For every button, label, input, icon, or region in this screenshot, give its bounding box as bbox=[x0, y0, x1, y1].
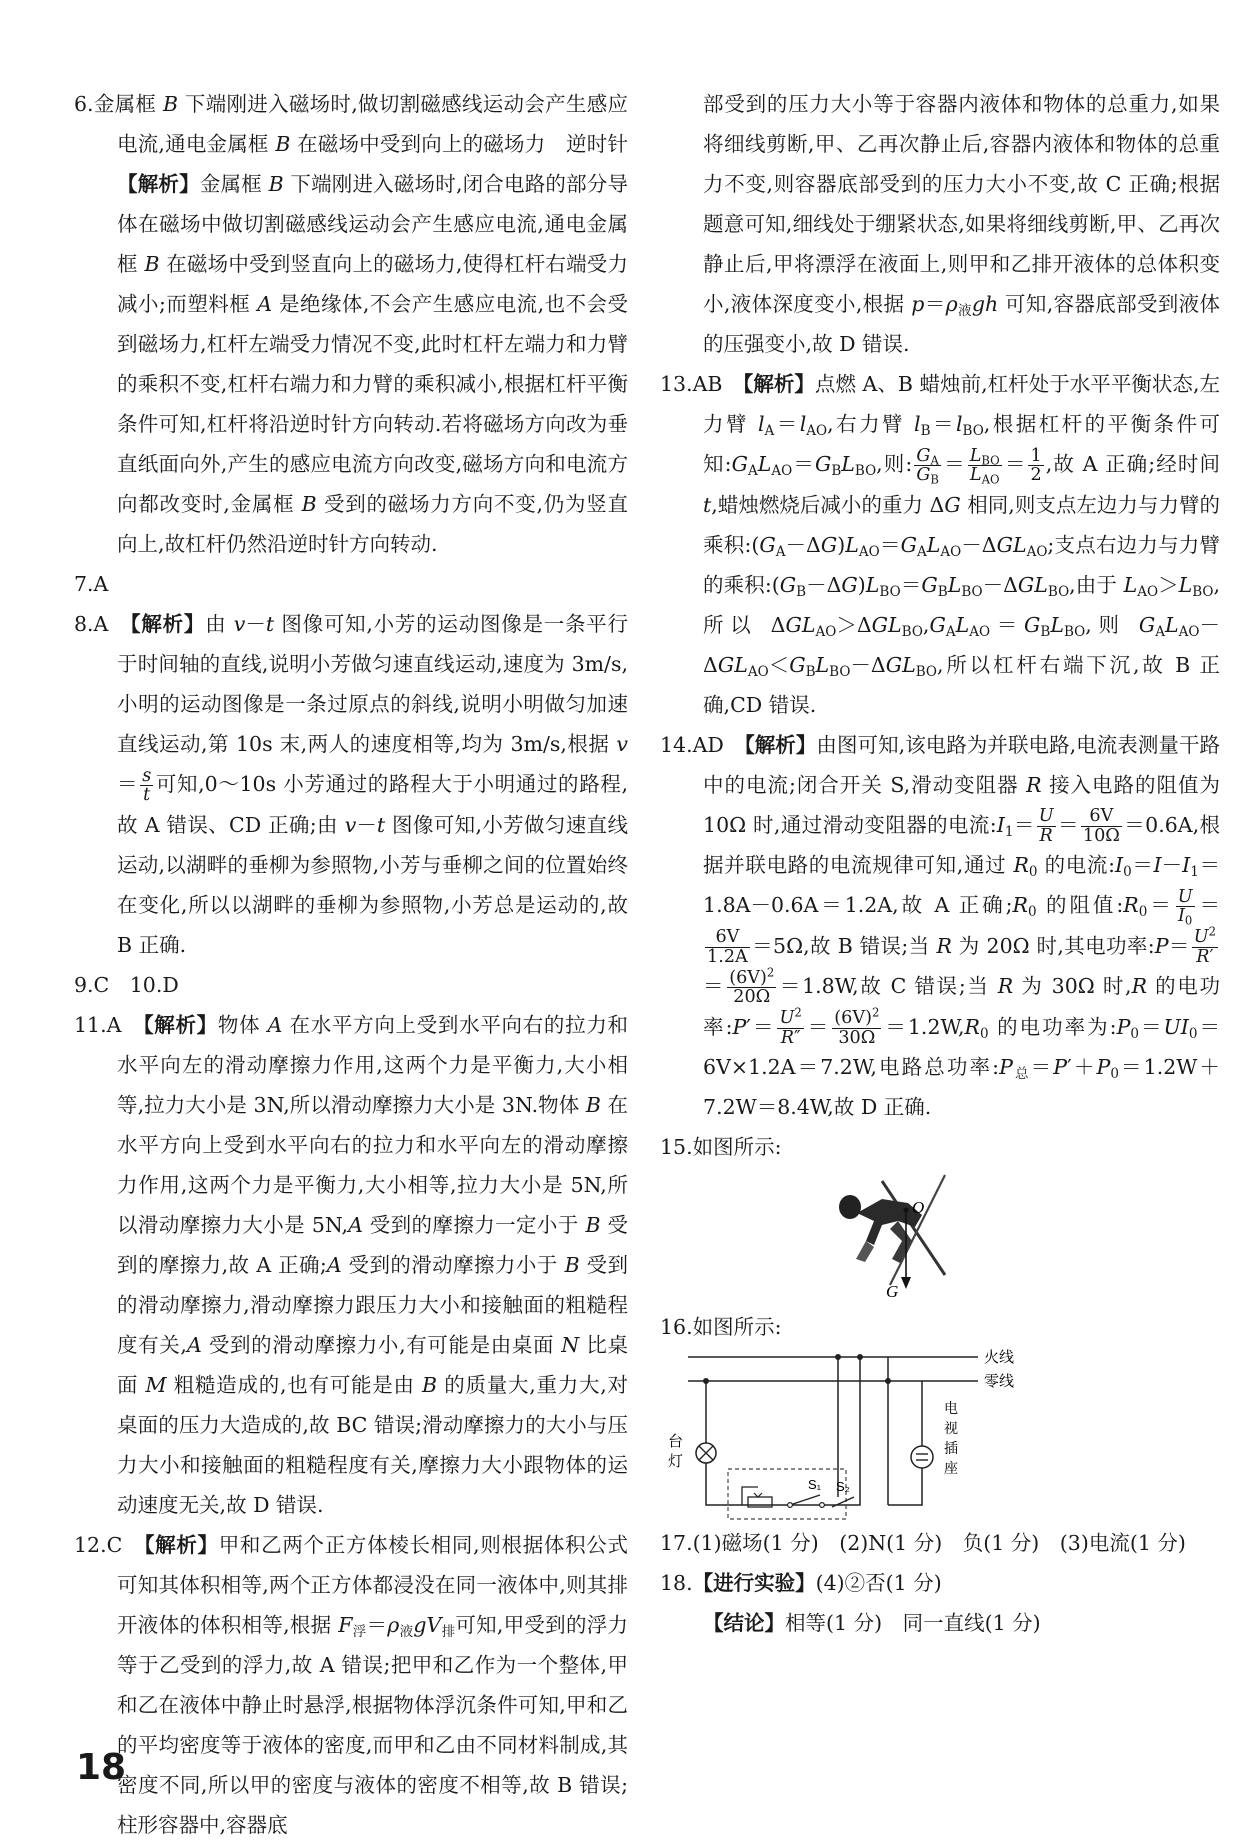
left-paragraph-0: 6.金属框 B 下端刚进入磁场时,做切割磁感线运动会产生感应电流,通电金属框 B 在磁场中受到向上的磁场力 逆时针 【解析】金属框 B 下端刚进入磁场时,闭合电路的部分导体在磁场中做切割磁感线运动会产生感应电流,通电金属框 B 在磁场中受到竖直向上的磁场力,使得杠杆右端受力减小;而塑料框 A 是绝缘体,不会产生感应电流,也不会受到磁场力,杠杆左端受力情况不变,此时杠杆左端力和力臂的乘积不变,杠杆右端力和力臂的乘积减小,根据杠杆平衡条件可知,杠杆将沿逆时针方向转动.若将磁场方向改为垂直纸面向外,产生的感应电流方向改变,磁场方向和电流方向都改变时,金属框 B 受到的磁场力方向不变,仍为竖直向上,故杠杆仍然沿逆时针方向转动. bbox=[74, 92, 649, 556]
tv-socket-icon bbox=[911, 1446, 933, 1468]
fraction: $\frac{1}{2}$ bbox=[1030, 445, 1042, 485]
skier-force-diagram bbox=[660, 1167, 1220, 1307]
right-paragraph-7: 17.(1)磁场(1 分) (2)N(1 分) 负(1 分) (3)电流(1 分) bbox=[660, 1531, 1186, 1555]
right-paragraph-2: 14.AD 【解析】由图可知,该电路为并联电路,电流表测量干路中的电流;闭合开关 S,滑动变阻器 R 接入电路的阻值为 10Ω 时,通过滑动变阻器的电流$:I_1=$ $\frac{U}{R}$ ＝ $\frac{6V}{10\Omega}$ ＝0.6A,根据并联电路的电流规律可知,通过 $R_0$ 的电流$:I_0=I-I_1=1.8A-0.6A=1.2A$,故 A 正确$;R_0$ 的阻值$:R_0=$ $\frac{U}{I_0}$ ＝ $\frac{6V}{1.2A}$ ＝5Ω,故 B 错误;当 R 为 20Ω 时,其电功率:P＝ $\frac{U^2}{R'}$ ＝ $\frac{(6V)^2}{20\Omega}$ ＝1.8W,故 C 错误;当 R 为 30Ω 时,R 的电功率:P′＝ $\frac{U^2}{R''}$ ＝ $\frac{(6V)^2}{30\Omega}$ $=1.2W,R_0$ 的电功率为$:P_0=UI_0=6V\times 1.2A=7.2W$,电路总功率$:P_总=P'+P_0=1.2W+7.2W=8.4W$,故 D 正确. bbox=[660, 732, 1221, 1119]
fraction: $\frac{(6V)^2}{30\Omega}$ bbox=[834, 1005, 880, 1048]
skier-head bbox=[839, 1195, 861, 1219]
live-wire-label: 火线 bbox=[984, 1349, 1015, 1366]
fraction: $\frac{U}{R}$ bbox=[1038, 806, 1054, 846]
figure-15 bbox=[660, 1167, 1220, 1307]
left-paragraph-4: 11.A 【解析】物体 A 在水平方向上受到水平向右的拉力和水平向左的滑动摩擦力作用,这两个力是平衡力,大小相等,拉力大小是 3N,所以滑动摩擦力大小是 3N.物体 B 在水平方向上受到水平向右的拉力和水平向左的滑动摩擦力作用,这两个力是平衡力,大小相等,拉力大小是 5N,所以滑动摩擦力大小是 5N,A 受到的摩擦力一定小于 B 受到的摩擦力,故 A 正确;A 受到的滑动摩擦力小于 B 受到的滑动摩擦力,滑动摩擦力跟压力大小和接触面的粗糙程度有关,A 受到的滑动摩擦力小,有可能是由桌面 N 比桌面 M 粗糙造成的,也有可能是由 B 的质量大,重力大,对桌面的压力大造成的,故 BC 错误;滑动摩擦力的大小与压力大小和接触面的粗糙程度有关,摩擦力大小跟物体的运动速度无关,故 D 错误. bbox=[74, 1012, 629, 1517]
left-column bbox=[74, 84, 649, 1845]
fraction: $L_{BO}$ $L_{AO}$ bbox=[969, 445, 1000, 487]
switch-s2-label: S₂ bbox=[836, 1479, 850, 1494]
left-paragraph-2: 8.A 【解析】由 v－t 图像可知,小芳的运动图像是一条平行于时间轴的直线,说明小芳做匀速直线运动,速度为 3m/s,小明的运动图像是一条过原点的斜线,说明小明做匀加速直线运动,第 10s 末,两人的速度相等,均为 3m/s,根据 v＝ $\frac{s}{t}$ 可知,0～10s 小芳通过的路程大于小明通过的路程,故 A 错误、CD 正确;由 v－t 图像可知,小芳做匀速直线运动,以湖畔的垂柳为参照物,小芳与垂柳之间的位置始终在变化,所以以湖畔的垂柳为参照物,小芳总是运动的,故 B 正确. bbox=[74, 612, 628, 957]
lamp-label-char-1: 台 bbox=[668, 1433, 684, 1450]
fraction: $\frac{6V}{1.2A}$ bbox=[707, 927, 748, 967]
fraction: $\frac{G_A}{G_B}$ bbox=[916, 445, 939, 487]
left-paragraph-1: 7.A bbox=[74, 572, 109, 596]
left-paragraph-5: 12.C 【解析】甲和乙两个正方体棱长相同,则根据体积公式可知其体积相等,两个正方体都浸没在同一液体中,则其排开液体的体积相等,根据 $F_浮=\rho_液gV_排$可知,甲受到的浮力等于乙受到的浮力,故 A 错误;把甲和乙作为一个整体,甲和乙在液体中静止时悬浮,根据物体浮沉条件可知,甲和乙的平均密度等于液体的密度,而甲和乙由不同材料制成,其密度不同,所以甲的密度与液体的密度不相等,故 B 错误;柱形容器中,容器底 bbox=[74, 1532, 629, 1837]
fraction: $\frac{(6V)^2}{20\Omega}$ bbox=[729, 965, 775, 1007]
skier-leg bbox=[890, 1221, 912, 1263]
left-paragraph-3: 9.C 10.D bbox=[74, 972, 179, 997]
right-paragraph-0: 部受到的压力大小等于容器内液体和物体的总重力,如果将细线剪断,甲、乙再次静止后,容器内液体和物体的总重力不变,则容器底部受到的压力大小不变,故 C 正确;根据题意可知,细线处于绷紧状态,如果将细线剪断,甲、乙再次静止后,甲将漂浮在液面上,则甲和乙排开液体的总体积变小,液体深度变小,根据 $p=\rho_液gh$ 可知,容器底部受到液体的压强变小,故 D 错误. bbox=[703, 92, 1220, 356]
household-circuit-diagram bbox=[660, 1347, 1220, 1523]
right-paragraph-3: 15.如图所示: bbox=[660, 1135, 782, 1159]
fraction: $\frac{6V}{10\Omega}$ bbox=[1082, 806, 1120, 846]
fraction: $\frac{U^2}{R''}$ bbox=[779, 1005, 802, 1048]
skier-arm bbox=[856, 1241, 874, 1262]
tv-socket-label-char: 视 bbox=[944, 1420, 958, 1436]
right-column bbox=[660, 84, 1220, 1643]
tv-socket-label bbox=[944, 1400, 962, 1476]
fraction: $\frac{U^2}{R'}$ bbox=[1193, 924, 1216, 967]
switch-s1 bbox=[790, 1495, 820, 1505]
gravity-arrow-head bbox=[901, 1277, 911, 1289]
dimmer-box bbox=[728, 1469, 846, 1519]
point-o-label: O bbox=[912, 1198, 925, 1217]
neutral-wire-label: 零线 bbox=[984, 1373, 1015, 1390]
lamp-label bbox=[668, 1433, 687, 1470]
switch-s1-contact bbox=[820, 1503, 825, 1508]
right-paragraph-9: 【结论】相等(1 分) 同一直线(1 分) bbox=[703, 1611, 1041, 1635]
tv-socket-label-char: 电 bbox=[944, 1400, 958, 1416]
gravity-label: G bbox=[886, 1282, 899, 1301]
dimmer-resistor-lead bbox=[742, 1487, 758, 1505]
tv-socket-label-char: 插 bbox=[944, 1440, 958, 1456]
figure-16 bbox=[660, 1347, 1220, 1523]
switch-s1-label: S₁ bbox=[808, 1477, 822, 1492]
right-paragraph-5: 16.如图所示: bbox=[660, 1315, 782, 1339]
fraction: $\frac{s}{t}$ bbox=[142, 765, 152, 805]
right-paragraph-1: 13.AB 【解析】点燃 A、B 蜡烛前,杠杆处于水平平衡状态,左力臂 $l_A=l_{AO}$,右力臂 $l_B=l_{BO}$,根据杠杆的平衡条件可知$:G_AL_{AO}=G_BL_{BO}$,则: $\frac{G_A}{G_B}$ ＝ $L_{BO}$ $L_{AO}$ ＝ $\frac{1}{2}$ ,故 A 正确;经时间 t,蜡烛燃烧后减小的重力 ΔG 相同,则支点左边力与力臂的乘积$:(G_A-\Delta G)L_{AO}=G_AL_{AO}-\Delta GL_{AO}$;支点右边力与力臂的乘积$:(G_B-\Delta G)L_{BO}=G_BL_{BO}-\Delta GL_{BO}$,由于 $L_{AO}>L_{BO}$,所以 $\Delta GL_{AO}>\Delta GL_{BO},G_AL_{AO}=G_BL_{BO}$,则 $G_AL_{AO}-\Delta GL_{AO}<G_BL_{BO}-\Delta GL_{BO}$,所以杠杆右端下沉,故 B 正确,CD 错误. bbox=[660, 372, 1221, 717]
tv-socket-label-char: 座 bbox=[944, 1460, 958, 1476]
tv-socket-return bbox=[888, 1468, 922, 1505]
fraction: $\frac{U}{I_0}$ bbox=[1177, 886, 1193, 928]
page-number: 18 bbox=[76, 1747, 127, 1788]
lamp-label-char-2: 灯 bbox=[668, 1453, 684, 1470]
right-paragraph-8: 18.【进行实验】(4)②否(1 分) bbox=[660, 1571, 942, 1595]
switch-s1-contact bbox=[788, 1503, 793, 1508]
